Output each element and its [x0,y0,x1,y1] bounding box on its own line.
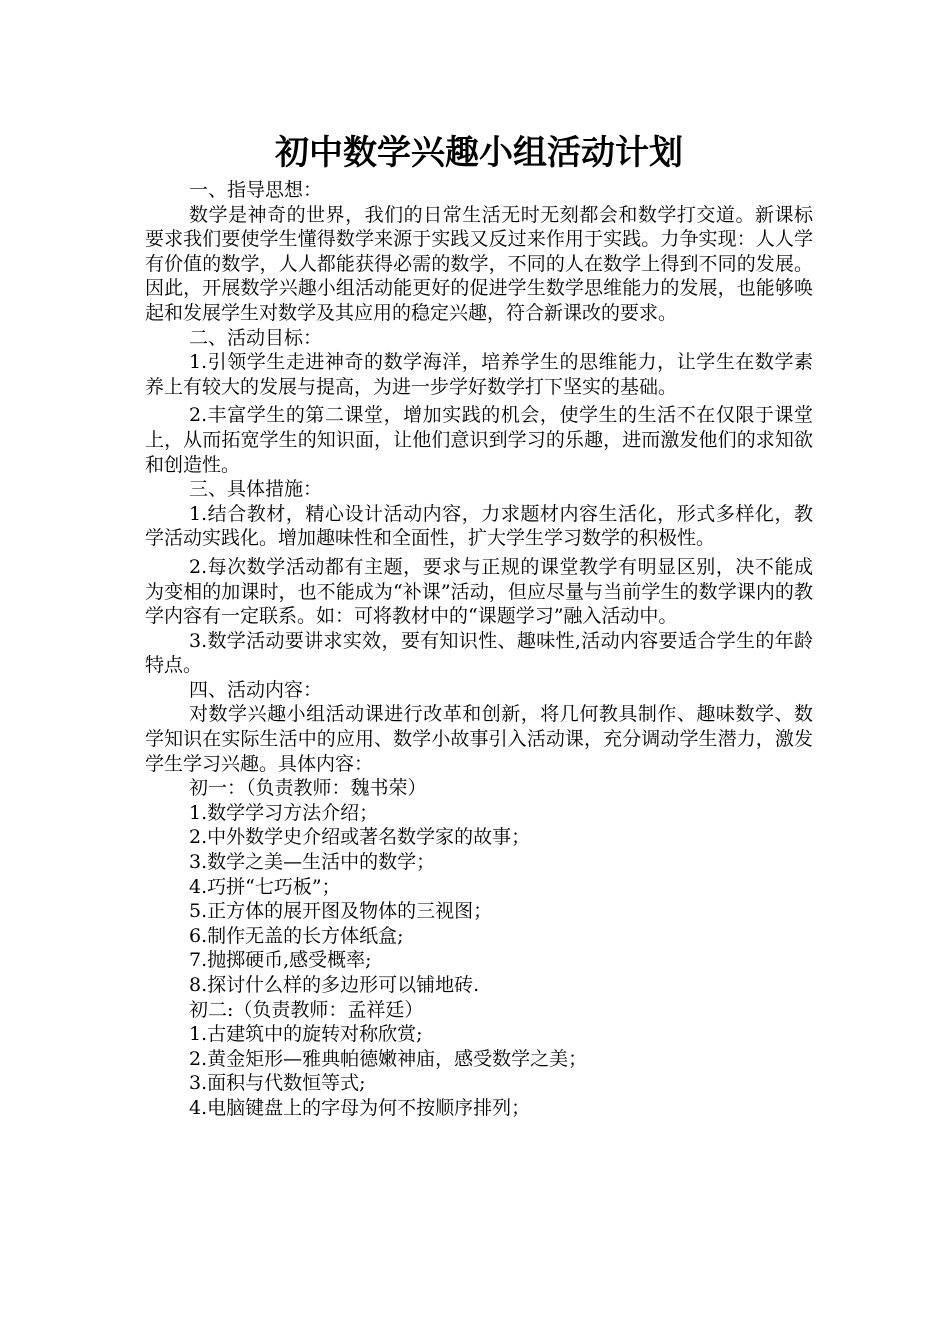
list-item: 4.电脑键盘上的字母为何不按顺序排列； [189,1096,531,1119]
measure-item-3: 3.数学活动要讲求实效，要有知识性、趣味性,活动内容要适合学生的年龄特点。 [145,629,813,677]
list-item: 4.巧拼“七巧板”； [189,875,341,898]
grade-heading-2: 初二:（负责教师：孟祥廷） [189,998,424,1021]
document-body [145,178,813,1121]
document-title: 初中数学兴趣小组活动计划 [275,133,683,173]
document-content [145,128,813,1121]
measure-item-2: 2.每次数学活动都有主题，要求与正规的课堂教学有明显区别，决不能成为变相的加课时，也不能成为“补课”活动，但应尽量与当前学生的数学课内的教学内容有一定联系。如：可将教材中的“课题学习”融入活动中。 [145,555,813,628]
list-item: 3.数学之美—生活中的数学； [189,851,436,874]
goal-item-2: 2.丰富学生的第二课堂，增加实践的机会，使学生的生活不在仅限于课堂上，从而拓宽学生的知识面，让他们意识到学习的乐趣，进而激发他们的求知欲和创造性。 [145,404,813,476]
goal-item-1: 1.引领学生走进神奇的数学海洋，培养学生的思维能力，让学生在数学素养上有较大的发展与提高，为进一步学好数学打下坚实的基础。 [145,351,813,398]
paragraph-guiding-idea: 数学是神奇的世界，我们的日常生活无时无刻都会和数学打交道。新课标要求我们要使学生懂得数学来源于实践又反过来作用于实践。力争实现：人人学有价值的数学，人人都能获得必需的数学，不同的人在数学上得到不同的发展。因此，开展数学兴趣小组活动能更好的促进学生数学思维能力的发展，也能够唤起和发展学生对数学及其应用的稳定兴趣，符合新课改的要求。 [145,203,813,324]
grade-heading-1: 初一：（负责教师：魏书荣） [189,777,427,800]
list-item: 1.数学学习方法介绍； [189,801,379,824]
section-heading-measures: 三、具体措施： [189,478,323,501]
list-item: 8.探讨什么样的多边形可以铺地砖. [189,974,480,996]
list-item: 3.面积与代数恒等式; [189,1072,366,1095]
list-item: 5.正方体的展开图及物体的三视图； [189,900,493,923]
list-item: 6.制作无盖的长方体纸盒; [189,924,404,947]
list-item: 1.古建筑中的旋转对称欣赏; [189,1023,423,1046]
list-item: 2.黄金矩形—雅典帕德嫩神庙，感受数学之美； [189,1047,588,1070]
measure-item-1: 1.结合教材，精心设计活动内容，力求题材内容生活化，形式多样化，教学活动实践化。增加趣味性和全面性，扩大学生学习数学的积极性。 [145,502,813,550]
list-item: 2.中外数学史介绍或著名数学家的故事； [189,826,531,849]
section-heading-guiding-idea: 一、指导思想： [189,179,323,201]
section-heading-content: 四、活动内容： [189,678,323,701]
paragraph-content-intro: 对数学兴趣小组活动课进行改革和创新，将几何教具制作、趣味数学、数学知识在实际生活中的应用、数学小故事引入活动课，充分调动学生潜力，激发学生学习兴趣。具体内容： [145,703,813,775]
list-item: 7.抛掷硬币,感受概率; [189,949,372,972]
section-heading-goals: 二、活动目标： [189,326,323,349]
